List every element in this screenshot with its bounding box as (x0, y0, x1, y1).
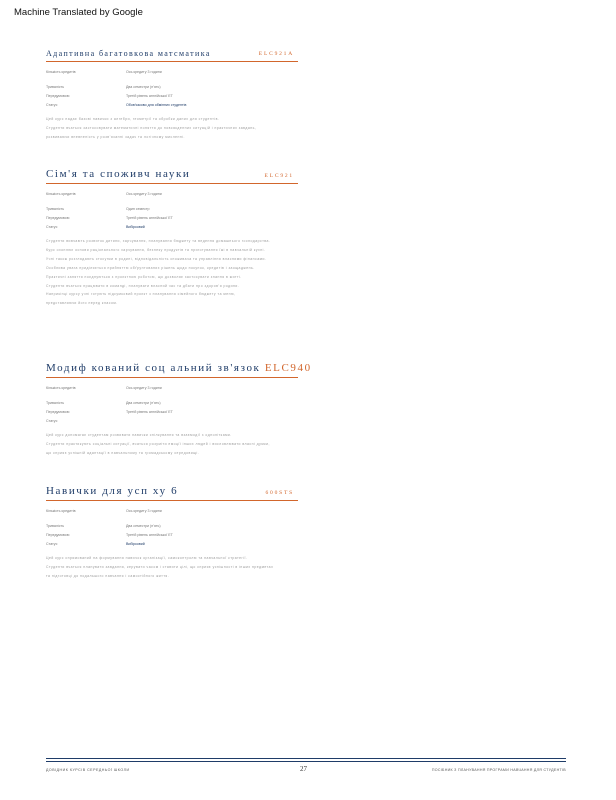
meta-value: Обов’язково для обмінних студентів (126, 103, 187, 107)
description-line: Практичні заняття поєднуються з проєктною роботою, що дозволяє застосувати знання в житті. (46, 274, 242, 279)
page-number: 27 (300, 765, 307, 773)
description-line: що сприяє успішній адаптації в навчальному та громадському середовищі. (46, 450, 200, 455)
meta-row-status (46, 101, 298, 110)
meta-key: Тривалість (46, 401, 65, 405)
description-line: Курс охоплює основи раціонального харчування, безпеку продуктів та приготування їжі в навчальній кухні. (46, 247, 266, 252)
meta-row-credits (46, 384, 298, 393)
description-line: Студенти вчаться застосовувати математичні поняття до повсякденних ситуацій і практичних завдань, (46, 125, 257, 130)
meta-key: Кількість кредитів (46, 192, 76, 196)
meta-value: Третій рівень англійської ЕТ (126, 410, 173, 414)
meta-row-credits (46, 68, 298, 77)
meta-row-credits (46, 507, 298, 516)
section-divider (46, 500, 298, 501)
meta-value: Третій рівень англійської ЕТ (126, 216, 173, 220)
description-line: Наприкінці курсу учні готують підсумковий проєкт з планування сімейного бюджету та меню, (46, 292, 236, 297)
course-title: Сім'я та споживч науки (46, 168, 191, 180)
meta-value: Один семестр (126, 207, 150, 211)
meta-key: Статус (46, 103, 58, 107)
course-title-text: Модиф кований соц альний зв'язок (46, 362, 261, 374)
meta-key: Передумовою (46, 94, 70, 98)
section-header (46, 164, 298, 182)
machine-translated-banner: Machine Translated by Google (14, 7, 143, 18)
meta-key: Тривалість (46, 85, 65, 89)
footer-rule (46, 761, 566, 762)
course-code: 600STS (265, 490, 294, 496)
section-divider (46, 183, 298, 184)
meta-value: Два семестри (п’ять) (126, 401, 161, 405)
section-divider (46, 377, 298, 378)
meta-value: Вибірковий (126, 542, 145, 546)
meta-value: Ось кредиту 3 години (126, 192, 162, 196)
description-line: Учні також розглядають стосунки в родині, відповідальність споживача та управління власними фінансами. (46, 256, 267, 261)
course-section-family-consumer (46, 164, 298, 308)
course-title (46, 362, 312, 374)
meta-row-duration (46, 399, 298, 408)
course-code: ELC940 (264, 362, 312, 374)
description-line: Цей курс допомагає студентам розвивати навички спілкування та взаємодії з однолітками. (46, 433, 232, 437)
section-divider (46, 61, 298, 62)
course-section-adaptive-math (46, 42, 298, 142)
description-line: Студенти вчаться планувати завдання, керувати часом і ставити цілі, що сприяє успішності в інших предметах (46, 564, 274, 569)
course-title: Навички для усп ху 6 (46, 485, 179, 497)
course-meta (46, 190, 298, 232)
meta-key: Кількість кредитів (46, 386, 76, 390)
description-line: представляючи його перед класом. (46, 301, 118, 306)
meta-value: Ось кредиту 3 години (126, 386, 162, 390)
meta-key: Статус (46, 419, 58, 423)
section-header (46, 42, 298, 60)
course-meta (46, 68, 298, 110)
description-line: Цей курс спрямований на формування навичок організації, самоконтролю та навчальної стратегії. (46, 556, 248, 560)
meta-key: Кількість кредитів (46, 509, 76, 513)
course-description (46, 237, 298, 308)
course-meta (46, 384, 298, 426)
section-header (46, 481, 298, 499)
description-line: Студенти вчаться працювати в команді, планувати власний час та дбати про здоров’я родини. (46, 283, 240, 288)
course-code: ELC921 (264, 173, 294, 179)
description-line: та підготовці до подальшого навчання і самостійного життя. (46, 573, 170, 578)
meta-value: Ось кредиту 3 години (126, 509, 162, 513)
course-description (46, 554, 298, 581)
meta-key: Статус (46, 542, 58, 546)
meta-row-prereq (46, 214, 298, 223)
course-meta (46, 507, 298, 549)
meta-key: Передумовою (46, 533, 70, 537)
meta-value (126, 417, 298, 426)
meta-value: Третій рівень англійської ЕТ (126, 94, 173, 98)
course-description (46, 115, 298, 142)
course-code: ELC921A (258, 51, 294, 57)
description-line: Студенти вивчають розвиток дитини, харчування, планування бюджету та ведення домашнього господарства. (46, 239, 271, 243)
meta-value: Третій рівень англійської ЕТ (126, 533, 173, 537)
description-line: Особлива увага приділяється прийняттю обґрунтованих рішень щодо покупок, кредитів і заощаджень. (46, 265, 255, 270)
course-description (46, 431, 298, 458)
meta-key: Передумовою (46, 216, 70, 220)
footer-left-text: ДОВІДНИК КУРСІВ СЕРЕДНЬОЇ ШКОЛИ (46, 768, 130, 772)
meta-row-prereq (46, 531, 298, 540)
meta-row-prereq (46, 408, 298, 417)
course-section-social-communication (46, 358, 312, 458)
meta-row-status (46, 540, 298, 549)
footer-right-text: ПОСІБНИК З ПЛАНУВАННЯ ПРОГРАМИ НАВЧАННЯ ДЛЯ СТУДЕНТІВ (431, 768, 566, 772)
meta-key: Передумовою (46, 410, 70, 414)
meta-row-prereq (46, 92, 298, 101)
meta-value: Ось кредиту 3 години (126, 70, 162, 74)
description-line: розвиваючи впевненість у розв’язанні задач та логічному мисленні. (46, 134, 185, 139)
description-line: Цей курс надає базові навички з алгебри, геометрії та обробки даних для студентів. (46, 117, 220, 121)
course-section-skills-for-success (46, 481, 298, 581)
section-header (46, 358, 312, 376)
meta-key: Кількість кредитів (46, 70, 76, 74)
meta-value: Два семестри (п’ять) (126, 85, 161, 89)
meta-row-status (46, 223, 298, 232)
meta-row-duration (46, 522, 298, 531)
course-title: Адаптивна багатовкова матсматика (46, 49, 211, 58)
meta-row-duration (46, 205, 298, 214)
meta-key: Тривалість (46, 207, 65, 211)
meta-key: Статус (46, 225, 58, 229)
meta-row-status (46, 417, 298, 426)
meta-value: Вибірковий (126, 225, 145, 229)
meta-row-credits (46, 190, 298, 199)
footer-rule (46, 758, 566, 759)
meta-key: Тривалість (46, 524, 65, 528)
meta-value: Два семестри (п’ять) (126, 524, 161, 528)
description-line: Студенти практикують соціальні ситуації, вчаться розуміти емоції інших людей і висловлювати власні думки, (46, 441, 270, 446)
meta-row-duration (46, 83, 298, 92)
